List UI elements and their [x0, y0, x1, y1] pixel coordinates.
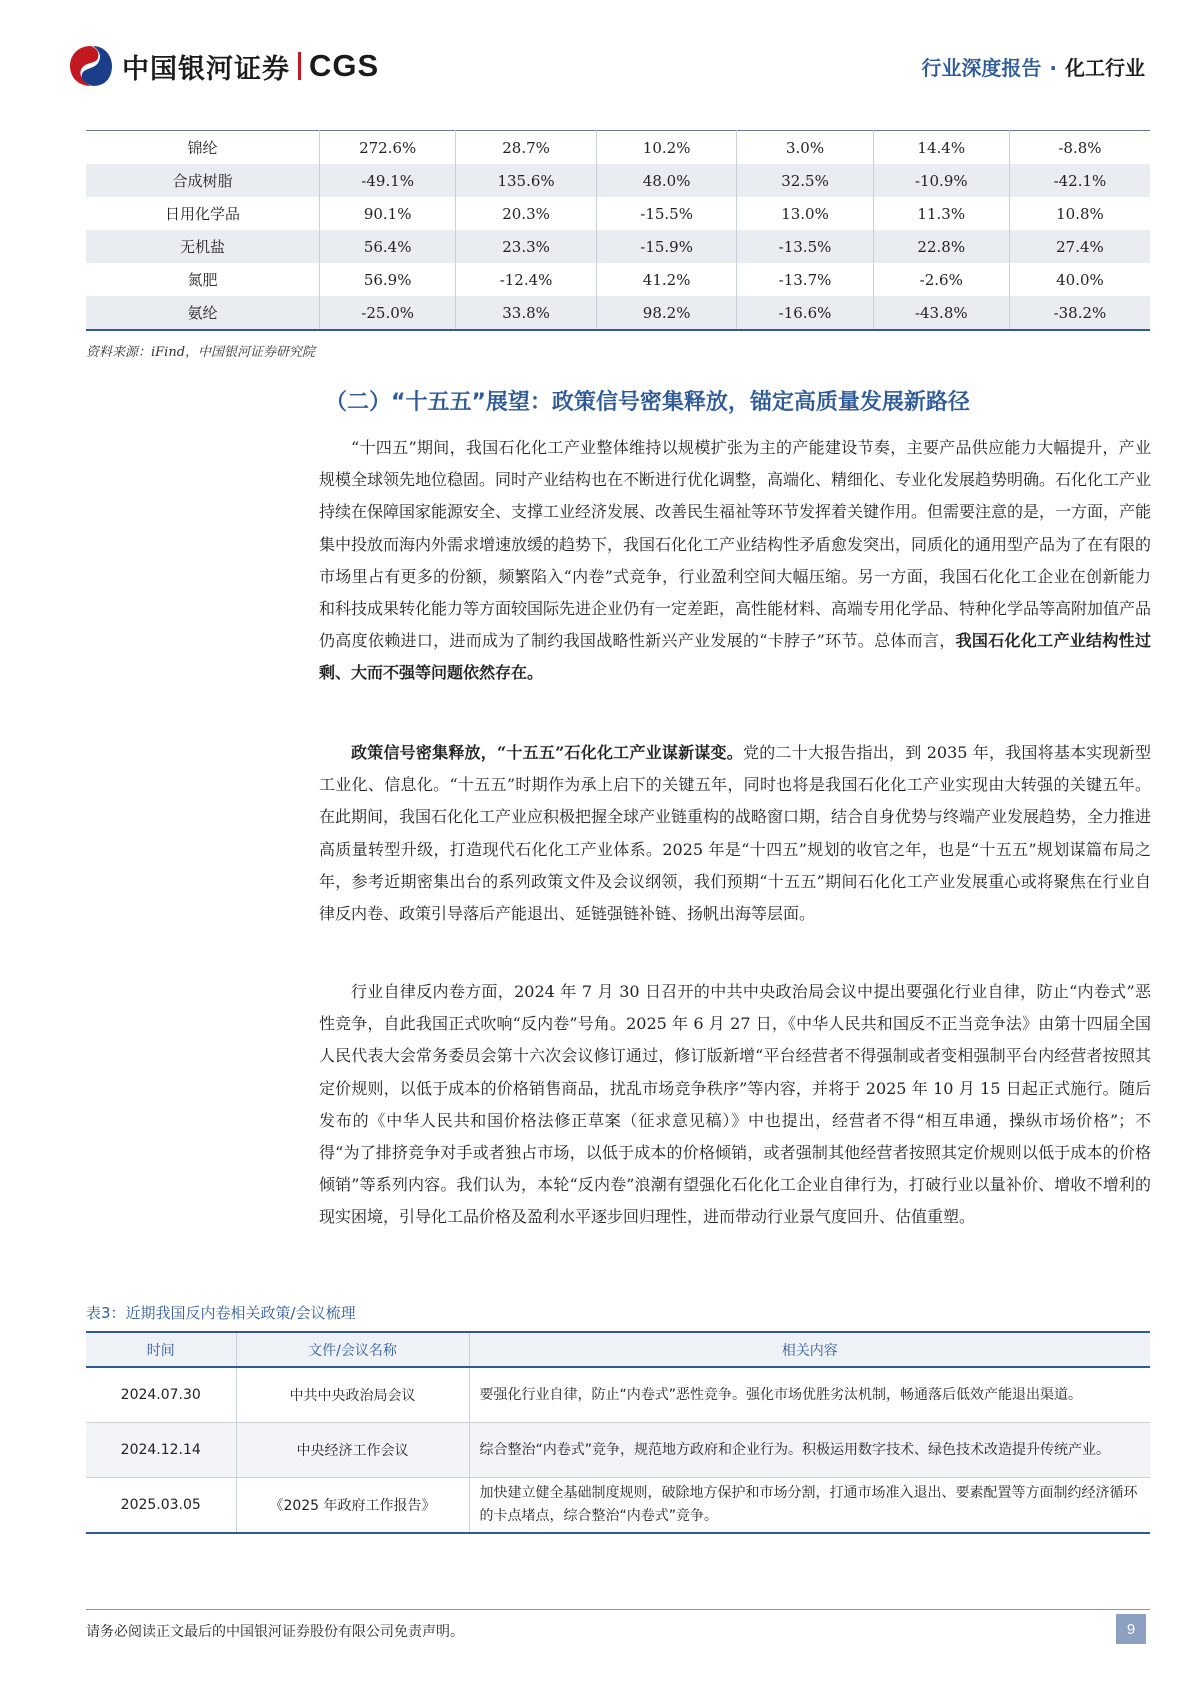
table-row-label: 氨纶 [86, 296, 320, 330]
table-row [86, 263, 1150, 296]
table-cell: 20.3% [456, 197, 597, 230]
table-cell: -13.5% [737, 230, 873, 263]
table-cell: 40.0% [1056, 270, 1104, 289]
table-cell: 56.4% [320, 230, 456, 263]
logo-separator [298, 52, 301, 80]
table-cell: 90.1% [320, 197, 456, 230]
table-cell: 56.9% [320, 263, 456, 296]
paragraph-2-bold: 政策信号密集释放，“十五五”石化化工产业谋新谋变。 [351, 743, 743, 762]
table-cell: -2.6% [873, 263, 1009, 296]
cgs-logo-icon [68, 44, 114, 88]
table-row [86, 164, 1150, 197]
table-row [86, 131, 1150, 165]
growth-table [86, 130, 1150, 331]
table-cell: 10.2% [596, 131, 737, 165]
table-cell: 10.8% [1056, 204, 1104, 223]
policy-date: 2025.03.05 [86, 1478, 236, 1534]
table-cell: 14.4% [873, 131, 1009, 165]
report-type-header [921, 52, 1145, 81]
industry-label: 化工行业 [1065, 56, 1145, 80]
policy-content: 综合整治“内卷式”竞争，规范地方政府和企业行为。积极运用数字技术、绿色技术改造提升传统产业。 [469, 1423, 1150, 1478]
paragraph-2 [319, 737, 1151, 930]
policy-content: 加快建立健全基础制度规则，破除地方保护和市场分割，打通市场准入退出、要素配置等方面制约经济循环的卡点堵点，综合整治“内卷式”竞争。 [469, 1478, 1150, 1534]
paragraph-3-text: 行业自律反内卷方面，2024 年 7 月 30 日召开的中共中央政治局会议中提出要强化行业自律，防止“内卷式”恶性竞争，自此我国正式吹响“反内卷”号角。2025 年 6 月 27 日，《中华人民共和国反不正当竞争法》由第十四届全国人民代表大会常务委员会第十六次会议修订通过，修订版新增“平台经营者不得强制或者变相强制平台内经营者按照其定价规则，以低于成本的价格销售商品，扰乱市场竞争秩序”等内容，并将于 2025 年 10 月 15 日起正式施行。随后发布的《中华人民共和国价格法修正草案（征求意见稿）》中也提出，经营者不得“相互串通，操纵市场价格”；不得“为了排挤竞争对手或者独占市场，以低于成本的价格倾销，或者强制其他经营者按照其定价规则以低于成本的价格倾销”等系列内容。我们认为，本轮“反内卷”浪潮有望强化石化化工企业自律行为，打破行业以量补价、增收不增利的现实困境，引导化工品价格及盈利水平逐步回归理性，进而带动行业景气度回升、估值重塑。 [319, 982, 1151, 1227]
company-logo [68, 44, 379, 88]
table-cell: 13.0% [737, 197, 873, 230]
policy-table [86, 1331, 1150, 1534]
footer-divider [86, 1609, 1150, 1610]
table-cell: -8.8% [1009, 131, 1150, 165]
table-row [86, 197, 1150, 230]
page-number: 9 [1116, 1614, 1146, 1644]
policy-meeting-name: 中央经济工作会议 [236, 1423, 469, 1478]
table-cell: -42.1% [1009, 164, 1150, 197]
table-row-label: 合成树脂 [86, 164, 320, 197]
table-cell: 23.3% [456, 230, 597, 263]
table-row [86, 230, 1150, 263]
table-row [86, 296, 1150, 330]
logo-chinese-text: 中国银河证券 [122, 53, 290, 85]
table-cell: -10.9% [873, 164, 1009, 197]
paragraph-2-text: 党的二十大报告指出，到 2035 年，我国将基本实现新型工业化、信息化。“十五五”时期作为承上启下的关键五年，同时也将是我国石化化工产业实现由大转强的关键五年。在此期间，我国石化化工产业应积极把握全球产业链重构的战略窗口期，结合自身优势与终端产业发展趋势，全力推进高质量转型升级，打造现代石化化工产业体系。2025 年是“十四五”规划的收官之年，也是“十五五”规划谋篇布局之年，参考近期密集出台的系列政策文件及会议纲领，我们预期“十五五”期间石化化工产业发展重心或将聚焦在行业自律反内卷、政策引导落后产能退出、延链强链补链、扬帆出海等层面。 [319, 743, 1152, 924]
table-cell: 22.8% [873, 230, 1009, 263]
table-source-note: 资料来源：iFind，中国银河证券研究院 [86, 345, 316, 360]
table-cell: 98.2% [596, 296, 737, 330]
table-cell: 272.6% [320, 131, 456, 165]
table-cell: 27.4% [1009, 230, 1150, 263]
policy-date: 2024.12.14 [86, 1423, 236, 1478]
table-row-label: 氮肥 [86, 263, 320, 296]
policy-meeting-name: 《2025 年政府工作报告》 [236, 1478, 469, 1534]
table-cell: 41.2% [596, 263, 737, 296]
table-cell: 28.7% [456, 131, 597, 165]
table-row [86, 1423, 1150, 1478]
table3-header-time: 时间 [86, 1332, 236, 1367]
paragraph-1 [319, 432, 1151, 690]
table-row-label: 日用化学品 [86, 197, 320, 230]
table-cell: -16.6% [737, 296, 873, 330]
table-row-label: 无机盐 [86, 230, 320, 263]
policy-content: 要强化行业自律，防止“内卷式”恶性竞争。强化市场优胜劣汰机制，畅通落后低效产能退出渠道。 [469, 1367, 1150, 1423]
table-cell: 3.0% [737, 131, 873, 165]
table-cell: 33.8% [456, 296, 597, 330]
table3-header-content: 相关内容 [469, 1332, 1150, 1367]
report-type-label: 行业深度报告 [921, 56, 1042, 80]
table-cell: -15.5% [596, 197, 737, 230]
policy-date: 2024.07.30 [86, 1367, 236, 1423]
table-cell: 48.0% [596, 164, 737, 197]
paragraph-3 [319, 976, 1151, 1234]
table3-header-name: 文件/会议名称 [236, 1332, 469, 1367]
table-cell: -13.7% [737, 263, 873, 296]
table-row [86, 1367, 1150, 1423]
section-heading: （二）“十五五”展望：政策信号密集释放，锚定高质量发展新路径 [325, 390, 970, 415]
table3-title: 表3：近期我国反内卷相关政策/会议梳理 [86, 1304, 356, 1322]
paragraph-1-bold: 我国石化化工产业结构性过剩、大而不强等问题依然存在。 [319, 631, 1151, 683]
table-cell: -12.4% [456, 263, 597, 296]
paragraph-1-text: “十四五”期间，我国石化化工产业整体维持以规模扩张为主的产能建设节奏，主要产品供应能力大幅提升，产业规模全球领先地位稳固。同时产业结构也在不断进行优化调整，高端化、精细化、专业化发展趋势明确。石化化工产业持续在保障国家能源安全、支撑工业经济发展、改善民生福祉等环节发挥着关键作用。但需要注意的是，一方面，产能集中投放而海内外需求增速放缓的趋势下，我国石化化工产业结构性矛盾愈发突出，同质化的通用型产品为了在有限的市场里占有更多的份额，频繁陷入“内卷”式竞争，行业盈利空间大幅压缩。另一方面，我国石化化工企业在创新能力和科技成果转化能力等方面较国际先进企业仍有一定差距，高性能材料、高端专用化学品、特种化学品等高附加值产品仍高度依赖进口，进而成为了制约我国战略性新兴产业发展的“卡脖子”环节。总体而言， [319, 438, 1152, 651]
table-cell: -43.8% [873, 296, 1009, 330]
header-separator: · [1049, 56, 1057, 80]
table-cell: 11.3% [873, 197, 1009, 230]
table-row [86, 1478, 1150, 1534]
table-cell: -49.1% [320, 164, 456, 197]
table-cell: -15.9% [596, 230, 737, 263]
footer-disclaimer: 请务必阅读正文最后的中国银河证券股份有限公司免责声明。 [86, 1624, 464, 1640]
table-cell: -25.0% [320, 296, 456, 330]
table-row-label: 锦纶 [86, 131, 320, 165]
logo-english-text: CGS [309, 48, 380, 83]
table-cell: 32.5% [737, 164, 873, 197]
table-cell: -38.2% [1009, 296, 1150, 330]
policy-meeting-name: 中共中央政治局会议 [236, 1367, 469, 1423]
table-cell: 135.6% [456, 164, 597, 197]
